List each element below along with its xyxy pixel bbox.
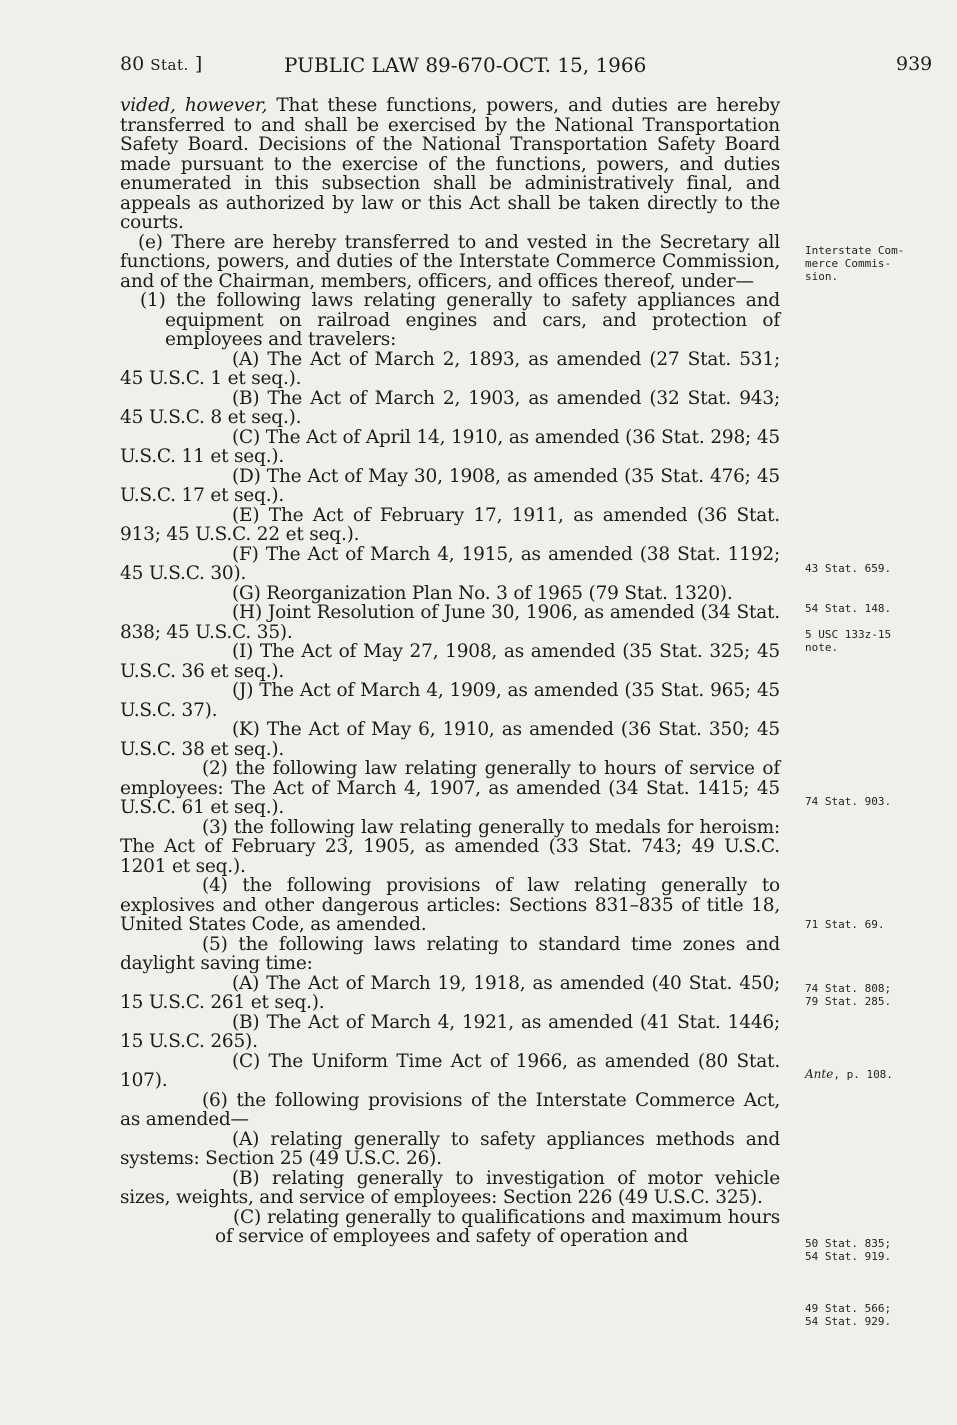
margin-note-74-stat-808 [805, 982, 935, 1008]
item-1c: (C) The Act of April 14, 1910, as amended (36 Stat. 298; 45 U.S.C. 11 et seq.). [120, 426, 780, 467]
page-number: 939 [896, 53, 933, 75]
item-5c: (C) The Uniform Time Act of 1966, as amended (80 Stat. 107). [120, 1050, 780, 1091]
paragraph-continuation [120, 96, 780, 233]
item-4: (4) the following provisions of law relating generally to explosives and other dangerous articles: Sections 831–835 of title 18, United States Code, as amended. [120, 875, 780, 935]
item-3: (3) the following law relating generally to medals for heroism: The Act of February 23, 1905, as amended (33 Stat. 743; 49 U.S.C. 1201 et seq.). [120, 816, 780, 877]
margin-note-line: Interstate Com- [805, 244, 905, 257]
item-1a: (A) The Act of March 2, 1893, as amended (27 Stat. 531; 45 U.S.C. 1 et seq.). [120, 348, 780, 389]
item-1h: (H) Joint Resolution of June 30, 1906, as amended (34 Stat. 838; 45 U.S.C. 35). [120, 602, 780, 643]
item-5: (5) the following laws relating to standard time zones and daylight saving time: [120, 933, 780, 974]
margin-note-line: 49 Stat. 566; [805, 1302, 892, 1315]
margin-note-rest: , p. 108. [833, 1068, 893, 1081]
item-5b: (B) The Act of March 4, 1921, as amended (41 Stat. 1446; 15 U.S.C. 265). [120, 1011, 780, 1052]
margin-note-line: 79 Stat. 285. [805, 995, 892, 1008]
header-volume-number: 80 [120, 53, 145, 75]
paragraph-continuation-text: That these functions, powers, and duties are hereby transferred to and shall be exercised by the National Transportation Safety Board. Decisions of the National Transportation Safety Board made pursuant to the exercise of the functions, powers, and duties enumerated in this subsection shall be administratively final, and appeals as authorized by law or this Act shall be taken directly to the courts. [120, 95, 780, 233]
item-6a: (A) relating generally to safety appliances methods and systems: Section 25 (49 U.S.C. 26). [120, 1128, 780, 1169]
item-1g: (G) Reorganization Plan No. 3 of 1965 (79 Stat. 1320). [232, 582, 733, 604]
margin-note-49-stat [805, 1302, 935, 1328]
body-text [120, 96, 780, 1247]
item-1k: (K) The Act of May 6, 1910, as amended (36 Stat. 350; 45 U.S.C. 38 et seq.). [120, 719, 780, 760]
item-1f: (F) The Act of March 4, 1915, as amended (38 Stat. 1192; 45 U.S.C. 30). [120, 543, 780, 584]
margin-note-line: 54 Stat. 929. [805, 1315, 892, 1328]
margin-note-ante [805, 1068, 935, 1081]
margin-note-line: sion. [805, 270, 839, 283]
item-1j: (J) The Act of March 4, 1909, as amended (35 Stat. 965; 45 U.S.C. 37). [120, 680, 780, 721]
header-volume-abbr: Stat. [150, 56, 189, 74]
item-6c: (C) relating generally to qualifications and maximum hours of service of employees and safety of operation and [215, 1206, 780, 1247]
item-1d: (D) The Act of May 30, 1908, as amended (35 Stat. 476; 45 U.S.C. 17 et seq.). [120, 465, 780, 506]
item-6b: (B) relating generally to investigation of motor vehicle sizes, weights, and service of employees: Section 226 (49 U.S.C. 325). [120, 1167, 780, 1208]
margin-note-line: note. [805, 641, 839, 654]
item-2: (2) the following law relating generally to hours of service of employees: The Act of March 4, 1907, as amended (34 Stat. 1415; 45 U.S.C. 61 et seq.). [120, 758, 780, 818]
item-6: (6) the following provisions of the Interstate Commerce Act, as amended— [120, 1089, 780, 1130]
margin-note-line: 54 Stat. 919. [805, 1250, 892, 1263]
header-volume [120, 53, 202, 75]
margin-note-74-stat-903: 74 Stat. 903. [805, 795, 892, 808]
header-bracket: ] [194, 53, 203, 75]
margin-note-71-stat: 71 Stat. 69. [805, 918, 885, 931]
item-1e: (E) The Act of February 17, 1911, as amended (36 Stat. 913; 45 U.S.C. 22 et seq.). [120, 504, 780, 545]
margin-note-43-stat: 43 Stat. 659. [805, 562, 892, 575]
margin-note-interstate-commerce [805, 244, 935, 283]
item-1: (1) the following laws relating generally to safety appliances and equipment on railroad engines and cars, and protection of employees and travelers: [140, 290, 780, 350]
margin-note-50-stat [805, 1237, 935, 1263]
margin-note-54-stat-148: 54 Stat. 148. [805, 602, 892, 615]
margin-note-line: 50 Stat. 835; [805, 1237, 892, 1250]
item-1b: (B) The Act of March 2, 1903, as amended (32 Stat. 943; 45 U.S.C. 8 et seq.). [120, 387, 780, 428]
margin-note-5-usc [805, 628, 935, 654]
header-title: PUBLIC LAW 89-670-OCT. 15, 1966 [284, 53, 647, 77]
item-5a: (A) The Act of March 19, 1918, as amended (40 Stat. 450; 15 U.S.C. 261 et seq.). [120, 972, 780, 1013]
subsection-e: (e) There are hereby transferred to and vested in the Secretary all functions, powers, and duties of the Interstate Commerce Commission, and of the Chairman, members, officers, and offices thereof, under— [120, 231, 780, 292]
margin-note-line: 74 Stat. 808; [805, 982, 892, 995]
item-1i: (I) The Act of May 27, 1908, as amended (35 Stat. 325; 45 U.S.C. 36 et seq.). [120, 641, 780, 682]
italic-proviso: vided, however, [120, 95, 268, 116]
margin-note-line: merce Commis- [805, 257, 892, 270]
margin-note-line: 5 USC 133z-15 [805, 628, 892, 641]
margin-note-italic: Ante [805, 1067, 834, 1081]
